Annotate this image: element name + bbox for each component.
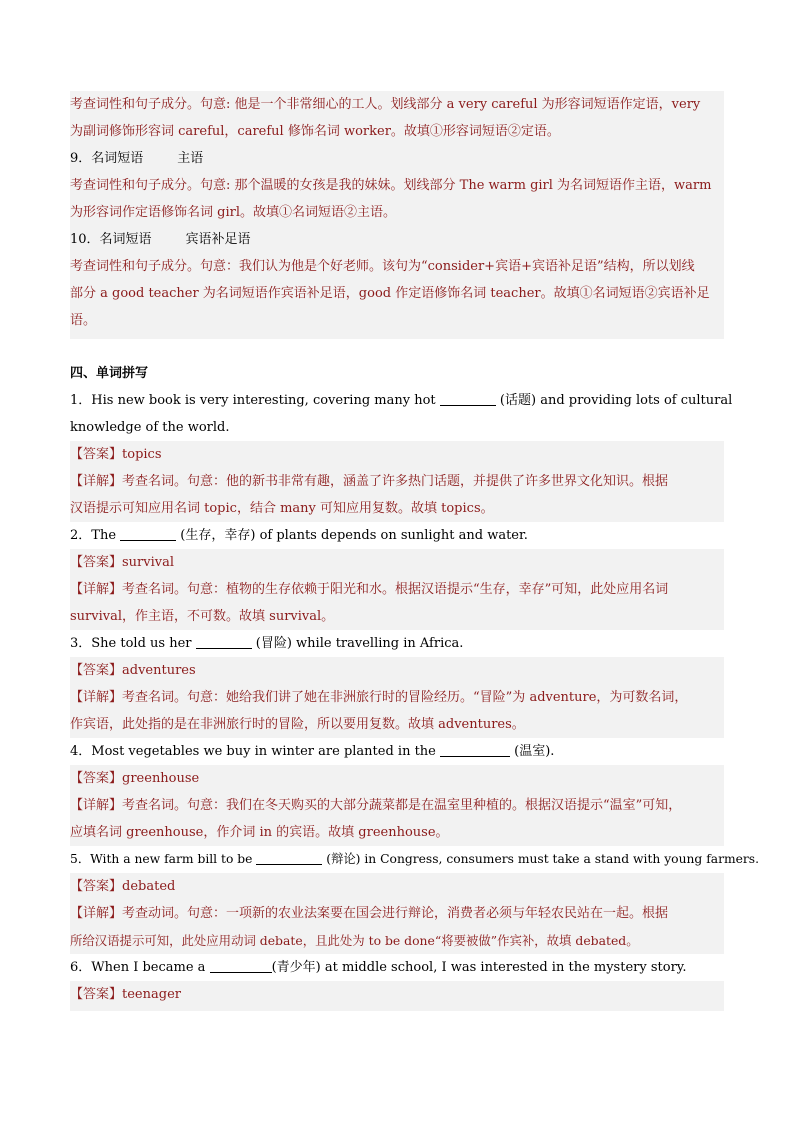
analysis-line: 考查词性和句子成分。句意: 那个温暖的女孩是我的妹妹。划线部分 The warm girl 为名词短语作主语，warm (70, 178, 712, 193)
answer-value: topics (122, 447, 162, 462)
answer-blank (440, 391, 496, 406)
analysis-line: 部分 a good teacher 为名词短语作宾语补足语，good 作定语修饰名词 teacher。故填①名词短语②宾语补足 (70, 286, 710, 301)
analysis-line: 语。 (70, 313, 97, 328)
question-text: (话题) and providing lots of cultural (499, 393, 733, 408)
answer-blank (196, 634, 252, 649)
analysis-line: 为形容词作定语修饰名词 girl。故填①名词短语②主语。 (70, 205, 396, 220)
answer-tag: 【答案】 (70, 555, 123, 570)
question-text: (温室). (514, 744, 555, 759)
question-2 (70, 522, 724, 549)
answer-blank (210, 958, 272, 973)
question-text: 5．With a new farm bill to be (70, 852, 253, 866)
answer-blank (256, 850, 322, 865)
answer-block-3 (70, 657, 724, 738)
detail-text: 考查名词。句意：植物的生存依赖于阳光和水。根据汉语提示“生存，幸存”可知，此处应用名词 (122, 582, 669, 597)
question-text: (生存，幸存) of plants depends on sunlight and water. (180, 528, 528, 543)
answer-tag: 【答案】 (70, 771, 123, 786)
question-text: 4．Most vegetables we buy in winter are planted in the (70, 744, 436, 759)
detail-text: 考查名词。句意：她给我们讲了她在非洲旅行时的冒险经历。“冒险”为 adventure，为可数名词， (122, 690, 688, 705)
question-10-answer: 10．名词短语 宾语补足语 (70, 232, 251, 247)
answer-value: teenager (122, 987, 181, 1002)
answer-value: survival (122, 555, 175, 570)
detail-tag: 【详解】 (70, 906, 123, 921)
detail-text: 考查名词。句意：他的新书非常有趣，涵盖了许多热门话题，并提供了许多世界文化知识。根据 (122, 474, 669, 489)
answer-tag: 【答案】 (70, 663, 123, 678)
answer-tag: 【答案】 (70, 447, 123, 462)
detail-tag: 【详解】 (70, 798, 123, 813)
question-text: (冒险) while travelling in Africa. (255, 636, 464, 651)
answer-blank (440, 742, 510, 757)
answer-block-4 (70, 765, 724, 846)
question-9-answer: 9．名词短语 主语 (70, 151, 204, 166)
detail-text: 考查动词。句意：一项新的农业法案要在国会进行辩论，消费者必须与年轻农民站在一起。根据 (122, 906, 669, 921)
detail-text: 应填名词 greenhouse，作介词 in 的宾语。故填 greenhouse。 (70, 825, 449, 840)
detail-text: 汉语提示可知应用名词 topic，结合 many 可知应用复数。故填 topics。 (70, 501, 494, 516)
answer-blank (120, 526, 176, 541)
detail-text: 考查名词。句意：我们在冬天购买的大部分蔬菜都是在温室里种植的。根据汉语提示“温室”可知， (122, 798, 682, 813)
question-5 (70, 846, 759, 873)
question-text: 2．The (70, 528, 117, 543)
answer-block-2 (70, 549, 724, 630)
question-text: 6．When I became a (70, 960, 206, 975)
answer-block-6 (70, 981, 724, 1011)
answer-tag: 【答案】 (70, 987, 123, 1002)
detail-text: survival，作主语，不可数。故填 survival。 (70, 609, 335, 624)
analysis-line: 考查词性和句子成分。句意: 他是一个非常细心的工人。划线部分 a very careful 为形容词短语作定语，very (70, 97, 701, 112)
question-text: 1．His new book is very interesting, covering many hot (70, 393, 436, 408)
detail-text: 所给汉语提示可知，此处应用动词 debate，且此处为 to be done“将要被做”作宾补，故填 debated。 (70, 933, 639, 948)
question-6 (70, 954, 724, 981)
analysis-block-top (70, 91, 724, 339)
question-text: 3．She told us her (70, 636, 192, 651)
answer-value: adventures (122, 663, 196, 678)
question-text: (青少年) at middle school, I was interested in the mystery story. (271, 960, 687, 975)
question-4 (70, 738, 724, 765)
answer-value: debated (122, 879, 176, 894)
answer-block-5 (70, 873, 724, 954)
detail-tag: 【详解】 (70, 690, 123, 705)
question-text: knowledge of the world. (70, 420, 230, 435)
answer-value: greenhouse (122, 771, 200, 786)
detail-tag: 【详解】 (70, 474, 123, 489)
section-heading: 四、单词拼写 (70, 366, 149, 381)
detail-text: 作宾语，此处指的是在非洲旅行时的冒险，所以要用复数。故填 adventures。 (70, 717, 525, 732)
question-3 (70, 630, 724, 657)
analysis-line: 为副词修饰形容词 careful，careful 修饰名词 worker。故填①形容词短语②定语。 (70, 124, 560, 139)
question-text: (辩论) in Congress, consumers must take a stand with young farmers. (326, 852, 759, 866)
analysis-line: 考查词性和句子成分。句意：我们认为他是个好老师。该句为“consider+宾语+宾语补足语”结构，所以划线 (70, 259, 695, 274)
detail-tag: 【详解】 (70, 582, 123, 597)
question-1 (70, 387, 733, 441)
answer-tag: 【答案】 (70, 879, 123, 894)
answer-block-1 (70, 441, 724, 522)
